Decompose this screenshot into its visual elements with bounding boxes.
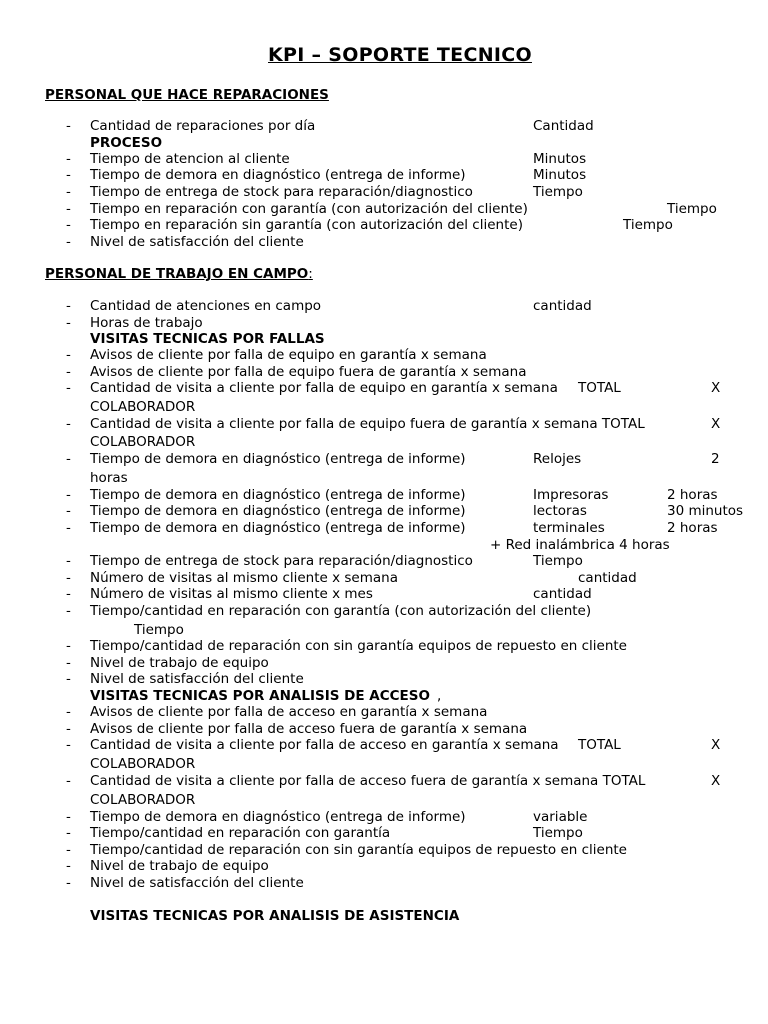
list-item: - Cantidad de visita a cliente por falla de equipo fuera de garantía x semana TOTAL X: [66, 416, 721, 432]
list-item: - Nivel de satisfacción del cliente: [66, 234, 304, 250]
list-item: - Tiempo de demora en diagnóstico (entrega de informe) Minutos: [66, 167, 587, 183]
list-item: - Tiempo de atencion al cliente Minutos: [66, 151, 587, 167]
subsection-heading: VISITAS TECNICAS POR ANALISIS DE ACCESO ,: [90, 688, 442, 704]
list-item-continuation: COLABORADOR: [90, 434, 196, 450]
list-item: - Tiempo de demora en diagnóstico (entrega de informe) Relojes 2: [66, 451, 720, 467]
list-item: - Tiempo/cantidad de reparación con sin garantía equipos de repuesto en cliente: [66, 842, 627, 858]
subsection-heading: VISITAS TECNICAS POR ANALISIS DE ASISTENCIA: [90, 908, 460, 924]
list-item-note: + Red inalámbrica 4 horas: [490, 537, 670, 553]
list-item: - Tiempo de demora en diagnóstico (entrega de informe) terminales 2 horas: [66, 520, 718, 536]
list-item: - Cantidad de reparaciones por día Cantidad: [66, 118, 594, 134]
subsection-heading: VISITAS TECNICAS POR FALLAS: [90, 331, 325, 347]
list-item: - Tiempo en reparación sin garantía (con autorización del cliente) Tiempo: [66, 217, 673, 233]
list-item: - Número de visitas al mismo cliente x mes cantidad: [66, 586, 592, 602]
section-heading-campo: PERSONAL DE TRABAJO EN CAMPO:: [45, 266, 313, 282]
list-item: - Avisos de cliente por falla de equipo en garantía x semana: [66, 347, 487, 363]
list-item: - Cantidad de visita a cliente por falla de acceso en garantía x semana TOTAL X: [66, 737, 721, 753]
list-item: - Tiempo/cantidad en reparación con garantía (con autorización del cliente): [66, 603, 592, 619]
list-item: - Cantidad de visita a cliente por falla de acceso fuera de garantía x semana TOTAL X: [66, 773, 721, 789]
list-item: - Tiempo de demora en diagnóstico (entrega de informe) variable: [66, 809, 588, 825]
list-item: - Horas de trabajo: [66, 315, 203, 331]
list-item: - Nivel de trabajo de equipo: [66, 655, 269, 671]
list-item: - Nivel de satisfacción del cliente: [66, 671, 304, 687]
list-item: - Tiempo en reparación con garantía (con autorización del cliente) Tiempo: [66, 201, 717, 217]
list-item-continuation: COLABORADOR: [90, 399, 196, 415]
list-item: - Avisos de cliente por falla de equipo fuera de garantía x semana: [66, 364, 527, 380]
list-item: - Nivel de satisfacción del cliente: [66, 875, 304, 891]
list-item: - Tiempo/cantidad de reparación con sin garantía equipos de repuesto en cliente: [66, 638, 627, 654]
list-item: - Cantidad de atenciones en campo cantidad: [66, 298, 592, 314]
list-item: - Cantidad de visita a cliente por falla de equipo en garantía x semana TOTAL X: [66, 380, 721, 396]
list-item: - Tiempo de demora en diagnóstico (entrega de informe) lectoras 30 minutos: [66, 503, 744, 519]
list-item-continuation: horas: [90, 470, 128, 486]
list-item-continuation: COLABORADOR: [90, 792, 196, 808]
list-item: - Avisos de cliente por falla de acceso fuera de garantía x semana: [66, 721, 528, 737]
list-item: - Tiempo de demora en diagnóstico (entrega de informe) Impresoras 2 horas: [66, 487, 718, 503]
list-item-continuation: Tiempo: [134, 622, 184, 638]
list-item: - Avisos de cliente por falla de acceso en garantía x semana: [66, 704, 488, 720]
section-heading-reparaciones: PERSONAL QUE HACE REPARACIONES: [45, 87, 329, 103]
list-item-continuation: COLABORADOR: [90, 756, 196, 772]
list-item: - Tiempo/cantidad en reparación con garantía Tiempo: [66, 825, 583, 841]
list-item: - Nivel de trabajo de equipo: [66, 858, 269, 874]
page-title: KPI – SOPORTE TECNICO: [268, 44, 532, 66]
list-item: - Tiempo de entrega de stock para reparación/diagnostico Tiempo: [66, 553, 583, 569]
list-item: - Tiempo de entrega de stock para reparación/diagnostico Tiempo: [66, 184, 583, 200]
subsection-heading: PROCESO: [90, 135, 163, 151]
list-item: - Número de visitas al mismo cliente x semana cantidad: [66, 570, 637, 586]
